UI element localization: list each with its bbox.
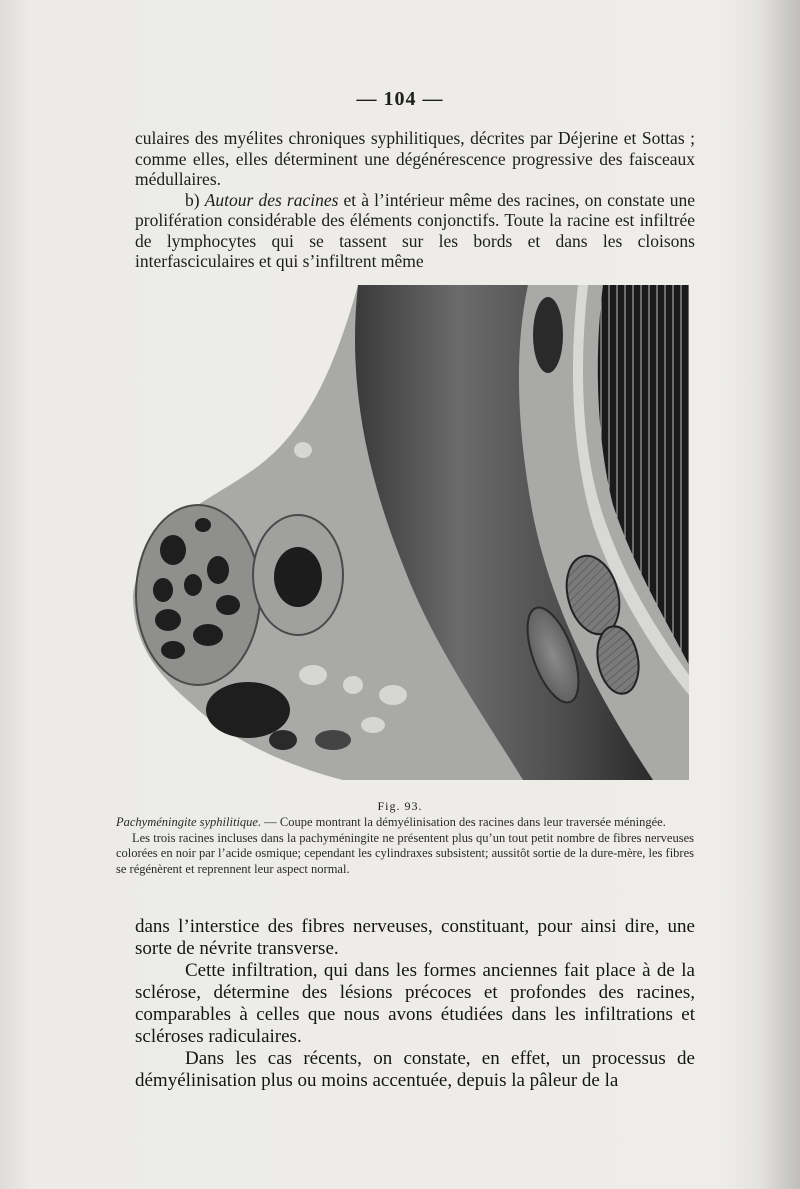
paragraph-b-rest: et à l’intérieur même des racines, on constate une prolifération considérable des éléments conjonctifs. Toute la racine est infiltrée de lymphocytes qui se tassent sur les bords et dans les cloisons interfasciculaires et qui s’infiltrent même	[135, 189, 695, 271]
paragraph-recent-cases: Dans les cas récents, on constate, en effet, un processus de démyélinisation plus ou moins accentuée, depuis la pâleur de la	[135, 1048, 695, 1091]
paragraph-infiltration: Cette infiltration, qui dans les formes anciennes fait place à de la sclérose, détermine des lésions précoces et profondes des racines, comparables à celles que nous avons étudiées dans les infiltrations et scléroses radiculaires.	[135, 960, 695, 1047]
figure-title-italic: Pachyméningite syphilitique.	[116, 815, 262, 829]
paragraph-continuation: culaires des myélites chroniques syphilitiques, décrites par Déjerine et Sottas ; comme elles, elles déterminent une dégénérescence progressive des faisceaux médullaires.	[135, 128, 695, 189]
paragraph-b	[135, 190, 695, 272]
figure-legend	[116, 815, 694, 877]
paragraph-continuation-2: dans l’interstice des fibres nerveuses, constituant, pour ainsi dire, une sorte de névrite transverse.	[135, 916, 695, 959]
paragraph-b-prefix: b)	[185, 189, 205, 210]
page-edge-shadow	[760, 0, 800, 1189]
figure-label: Fig. 93.	[377, 799, 423, 813]
figure-legend-text: Les trois racines incluses dans la pachyméningite ne présentent plus qu’un tout petit nombre de fibres nerveuses colorées en noir par l’acide osmique; cependant les cylindraxes subsistent; aussitôt sortie de la dure-mère, les fibres se régénèrent et reprennent leur aspect normal.	[116, 830, 694, 876]
paragraph-b-italic: Autour des racines	[204, 189, 339, 210]
bottom-text-block	[135, 916, 695, 1092]
histology-figure	[133, 285, 689, 780]
figure-title-rest: — Coupe montrant la démyélinisation des racines dans leur traversée méningée.	[261, 815, 666, 829]
figure-title	[116, 815, 694, 831]
page-number: — 104 —	[356, 88, 444, 110]
top-text-block	[135, 128, 695, 272]
